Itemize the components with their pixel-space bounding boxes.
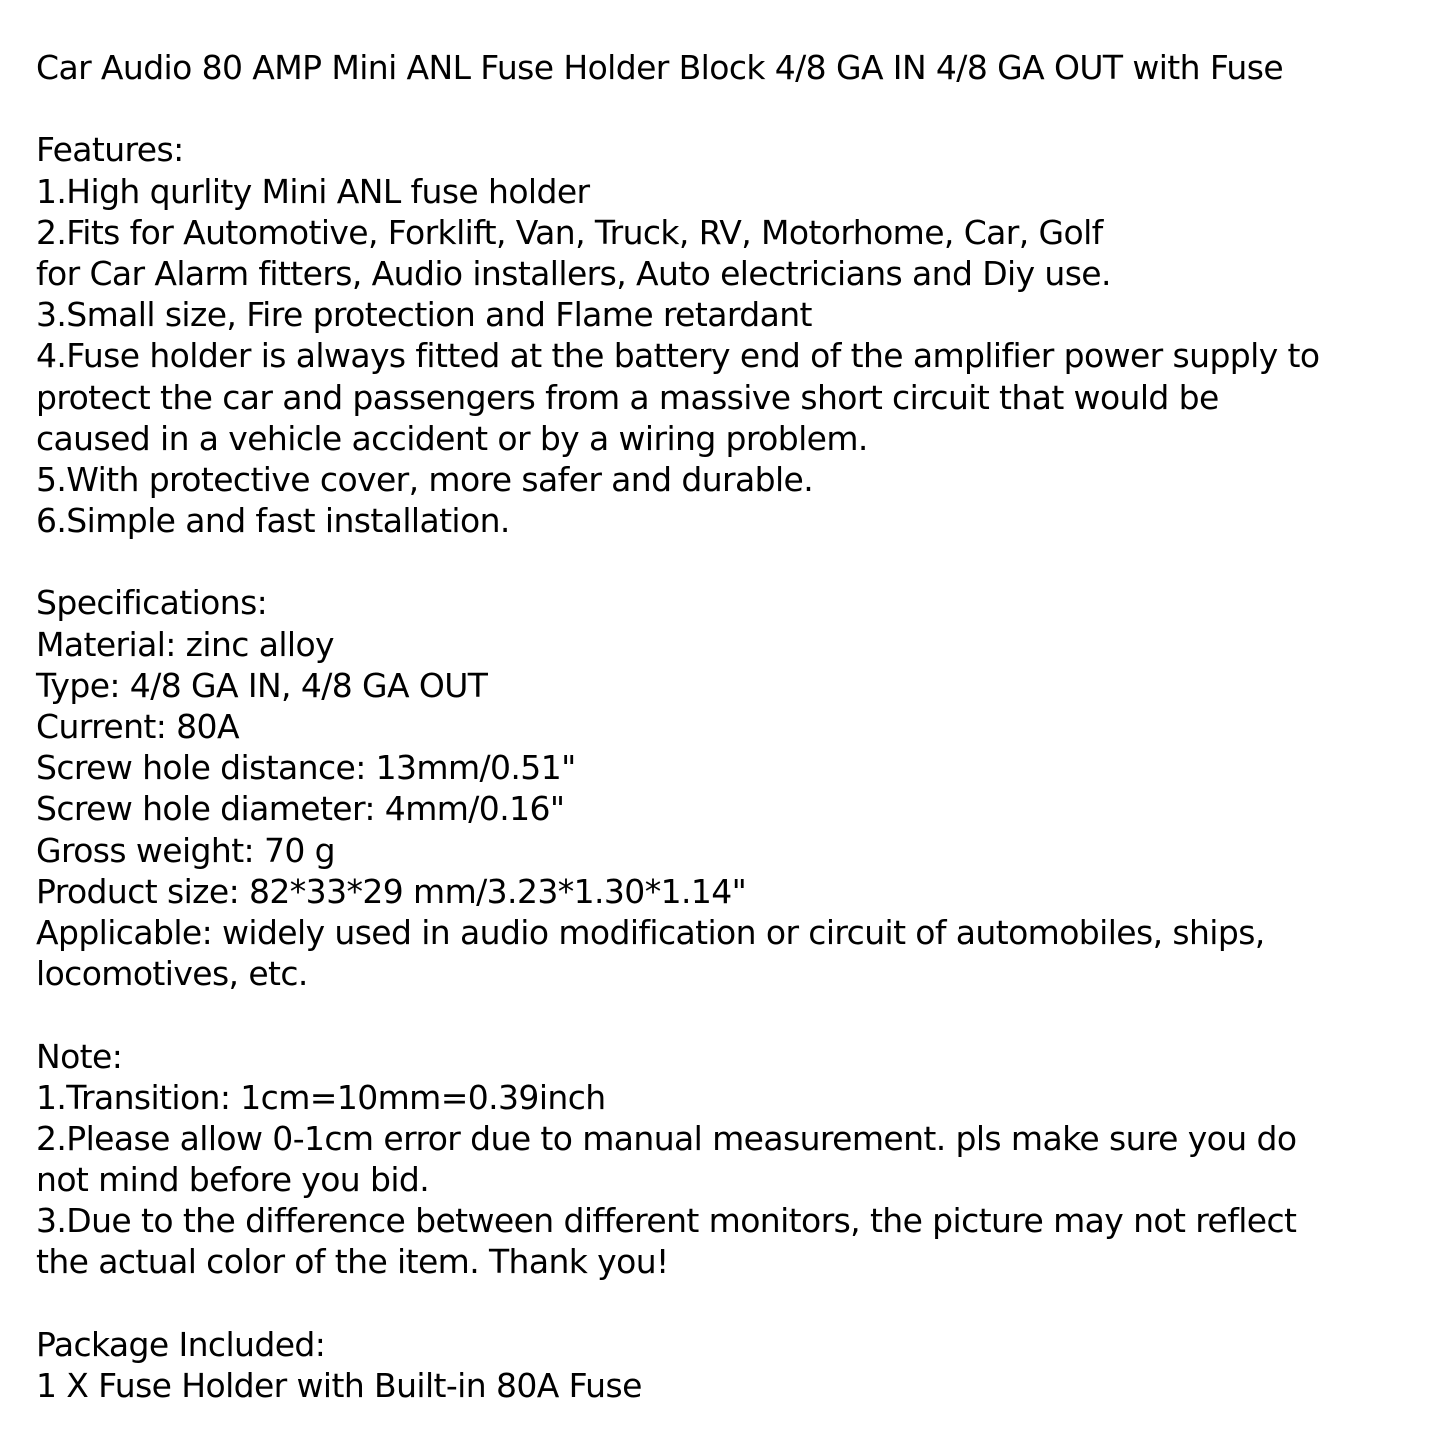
feature-line: for Car Alarm fitters, Audio installers, Auto electricians and Diy use. — [36, 253, 1111, 293]
spec-line: Screw hole distance: 13mm/0.51" — [36, 748, 576, 788]
note-line: 3.Due to the difference between different monitors, the picture may not reflect — [36, 1201, 1297, 1241]
spacer — [36, 994, 1436, 1035]
spec-line: Gross weight: 70 g — [36, 830, 335, 870]
feature-line: caused in a vehicle accident or by a wiring problem. — [36, 418, 868, 458]
spec-line: Material: zinc alloy — [36, 624, 334, 664]
feature-line: 4.Fuse holder is always fitted at the battery end of the amplifier power supply to — [36, 336, 1320, 376]
feature-line: protect the car and passengers from a massive short circuit that would be — [36, 377, 1219, 417]
feature-line: 1.High qurlity Mini ANL fuse holder — [36, 171, 590, 211]
features-heading: Features: — [36, 130, 184, 170]
product-description — [36, 47, 1436, 1406]
note-line: 2.Please allow 0-1cm error due to manual measurement. pls make sure you do — [36, 1118, 1297, 1158]
product-title: Car Audio 80 AMP Mini ANL Fuse Holder Block 4/8 GA IN 4/8 GA OUT with Fuse — [36, 48, 1284, 87]
note-line: the actual color of the item. Thank you! — [36, 1242, 669, 1282]
note-line: not mind before you bid. — [36, 1160, 430, 1200]
feature-line: 2.Fits for Automotive, Forklift, Van, Truck, RV, Motorhome, Car, Golf — [36, 212, 1103, 252]
spacer — [36, 1283, 1436, 1324]
feature-line: 5.With protective cover, more safer and durable. — [36, 459, 814, 499]
package-line: 1 X Fuse Holder with Built-in 80A Fuse — [36, 1366, 642, 1405]
spacer — [36, 88, 1436, 129]
spec-line: Applicable: widely used in audio modification or circuit of automobiles, ships, — [36, 912, 1265, 952]
spec-line: Type: 4/8 GA IN, 4/8 GA OUT — [36, 665, 488, 705]
spec-line: Product size: 82*33*29 mm/3.23*1.30*1.14" — [36, 871, 747, 911]
note-line: 1.Transition: 1cm=10mm=0.39inch — [36, 1077, 606, 1117]
spec-line: locomotives, etc. — [36, 954, 308, 994]
feature-line: 6.Simple and fast installation. — [36, 501, 510, 541]
spec-line: Current: 80A — [36, 707, 239, 746]
spec-line: Screw hole diameter: 4mm/0.16" — [36, 789, 565, 829]
specifications-heading: Specifications: — [36, 583, 268, 623]
feature-line: 3.Small size, Fire protection and Flame retardant — [36, 295, 812, 335]
spacer — [36, 541, 1436, 582]
package-heading: Package Included: — [36, 1324, 326, 1364]
note-heading: Note: — [36, 1036, 123, 1076]
